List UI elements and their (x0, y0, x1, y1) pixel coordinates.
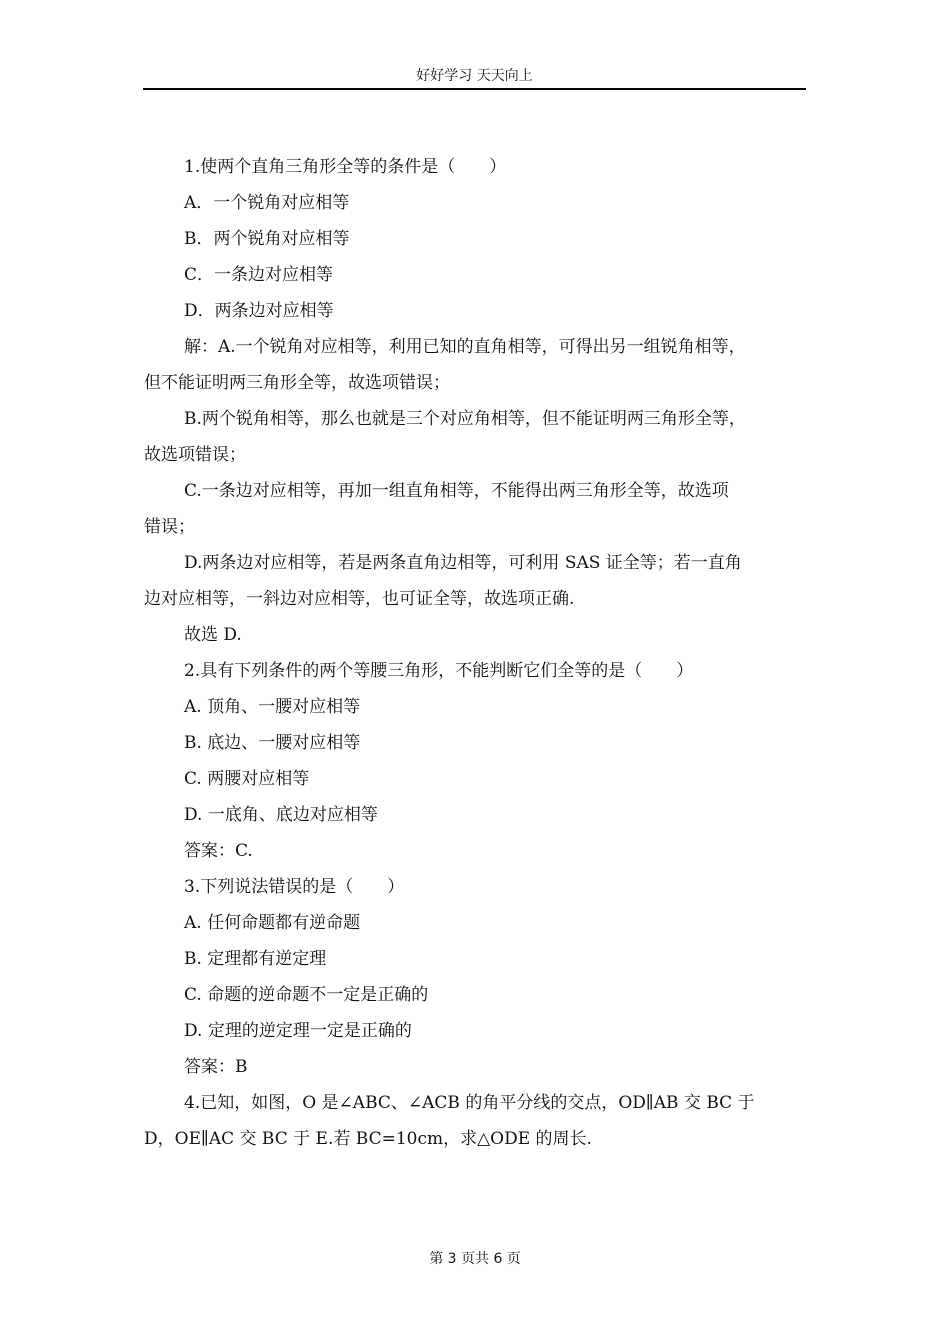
text-line: B. 定理都有逆定理 (184, 949, 327, 969)
text-line: B. 底边、一腰对应相等 (184, 733, 361, 753)
page-header: 好好学习 天天向上 (416, 68, 533, 84)
text-line: 4.已知，如图，O 是∠ABC、∠ACB 的角平分线的交点，OD∥AB 交 BC 于 (184, 1093, 755, 1113)
text-line: D，OE∥AC 交 BC 于 E.若 BC=10cm，求△ODE 的周长. (144, 1129, 592, 1149)
text-line: B．两个锐角对应相等 (184, 229, 350, 249)
text-line: 1.使两个直角三角形全等的条件是（ ） (184, 157, 507, 177)
text-line: A. 任何命题都有逆命题 (184, 913, 361, 933)
text-line: A．一个锐角对应相等 (184, 193, 350, 213)
header-rule (143, 88, 806, 90)
text-line: D. 定理的逆定理一定是正确的 (184, 1021, 412, 1041)
text-line: C．一条边对应相等 (184, 265, 334, 285)
text-line: 3.下列说法错误的是（ ） (184, 877, 405, 897)
text-line: 故选项错误； (144, 445, 246, 465)
text-line: A. 顶角、一腰对应相等 (184, 697, 361, 717)
text-line: D．两条边对应相等 (184, 301, 334, 321)
text-line: 答案：B (184, 1057, 248, 1077)
text-line: 边对应相等，一斜边对应相等，也可证全等，故选项正确. (144, 589, 575, 609)
text-line: 但不能证明两三角形全等，故选项错误； (144, 373, 450, 393)
text-line: 2.具有下列条件的两个等腰三角形，不能判断它们全等的是（ ） (184, 661, 694, 681)
text-line: 解：A.一个锐角对应相等，利用已知的直角相等，可得出另一组锐角相等， (184, 337, 746, 357)
text-line: C.一条边对应相等，再加一组直角相等，不能得出两三角形全等，故选项 (184, 481, 729, 501)
text-line: C. 命题的逆命题不一定是正确的 (184, 985, 429, 1005)
text-line: D.两条边对应相等，若是两条直角边相等，可利用 SAS 证全等；若一直角 (184, 553, 742, 573)
text-line: B.两个锐角相等，那么也就是三个对应角相等，但不能证明两三角形全等， (184, 409, 746, 429)
text-line: 故选 D. (184, 625, 242, 645)
text-line: C. 两腰对应相等 (184, 769, 310, 789)
text-line: D. 一底角、底边对应相等 (184, 805, 378, 825)
document-body (144, 149, 816, 1157)
page-footer: 第 3 页共 6 页 (429, 1251, 521, 1267)
text-line: 答案：C. (184, 841, 253, 861)
text-line: 错误； (144, 517, 195, 537)
